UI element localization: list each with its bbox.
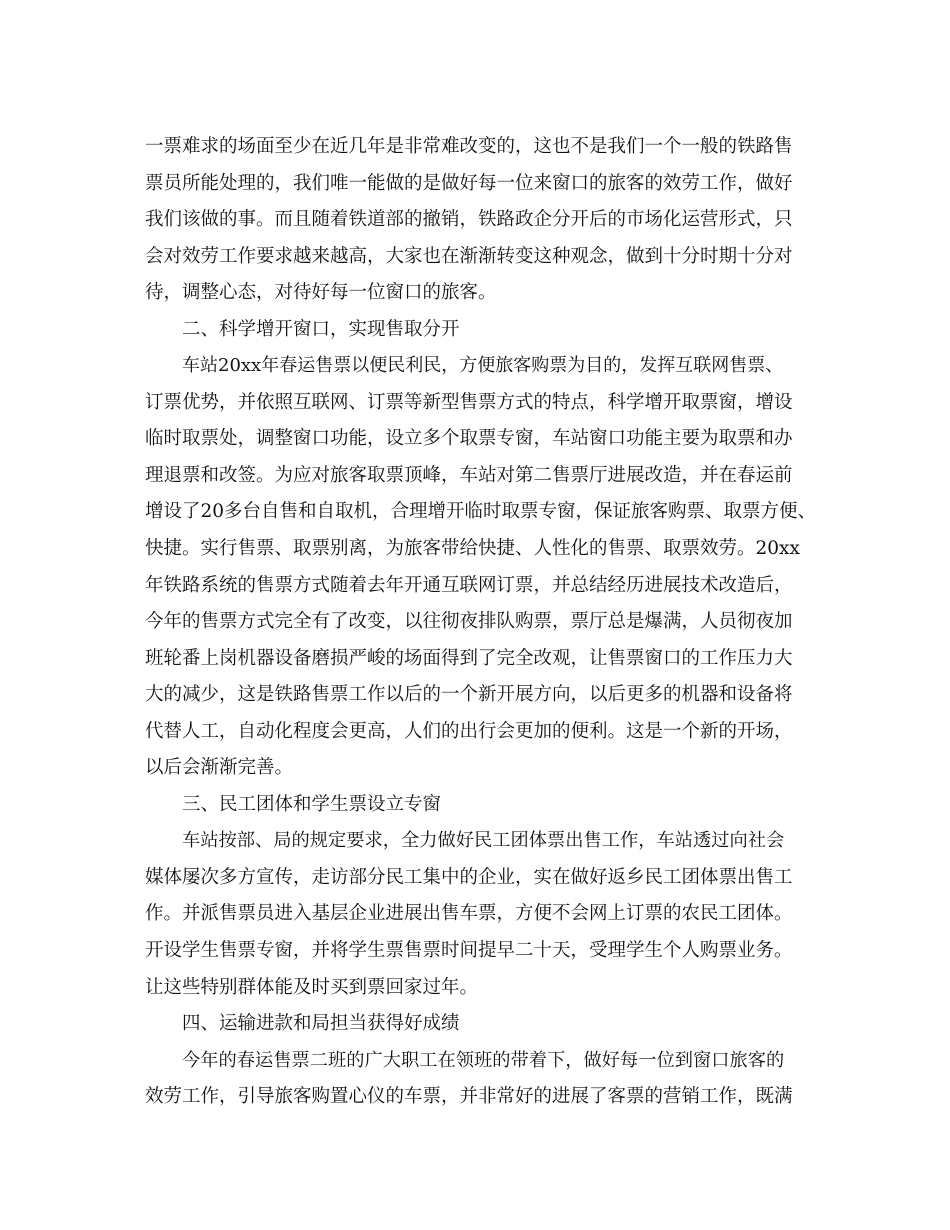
text-line: 今年的售票方式完全有了改变，以往彻夜排队购票，票厅总是爆满，人员彻夜加 [145, 611, 793, 633]
text-line: 临时取票处，调整窗口功能，设立多个取票专窗，车站窗口功能主要为取票和办 [145, 428, 793, 450]
text-line: 订票优势，并依照互联网、订票等新型售票方式的特点，科学增开取票窗，增设 [145, 391, 793, 413]
section-heading: 三、民工团体和学生票设立专窗 [182, 793, 442, 815]
text-line: 开设学生售票专窗，并将学生票售票时间提早二十天，受理学生个人购票业务。 [145, 940, 793, 962]
text-line: 效劳工作，引导旅客购置心仪的车票，并非常好的进展了客票的营销工作，既满 [145, 1086, 793, 1108]
text-line: 票员所能处理的，我们唯一能做的是做好每一位来窗口的旅客的效劳工作，做好 [145, 172, 793, 194]
text-line: 作。并派售票员进入基层企业进展出售车票，方便不会网上订票的农民工团体。 [145, 903, 793, 925]
text-line: 车站按部、局的规定要求，全力做好民工团体票出售工作，车站透过向社会 [182, 830, 785, 852]
text-line: 年铁路系统的售票方式随着去年开通互联网订票，并总结经历进展技术改造后， [145, 574, 793, 596]
document-body [145, 129, 825, 1116]
text-line: 让这些特别群体能及时买到票回家过年。 [145, 976, 479, 998]
text-line: 增设了20多台自售和自取机，合理增开临时取票专窗，保证旅客购票、取票方便、 [145, 501, 817, 523]
text-line: 代替人工，自动化程度会更高，人们的出行会更加的便利。这是一个新的开场， [145, 720, 793, 742]
text-line: 班轮番上岗机器设备磨损严峻的场面得到了完全改观，让售票窗口的工作压力大 [145, 647, 793, 669]
text-line: 大的减少，这是铁路售票工作以后的一个新开展方向，以后更多的机器和设备将 [145, 684, 793, 706]
section-heading: 二、科学增开窗口，实现售取分开 [182, 318, 460, 340]
text-line: 快捷。实行售票、取票别离，为旅客带给快捷、人性化的售票、取票效劳。20xx [145, 538, 800, 560]
text-line: 我们该做的事。而且随着铁道部的撤销，铁路政企分开后的市场化运营形式，只 [145, 209, 793, 231]
section-heading: 四、运输进款和局担当获得好成绩 [182, 1013, 460, 1035]
text-line: 以后会渐渐完善。 [145, 757, 294, 779]
text-line: 媒体屡次多方宣传，走访部分民工集中的企业，实在做好返乡民工团体票出售工 [145, 866, 793, 888]
text-line: 会对效劳工作要求越来越高，大家也在渐渐转变这种观念，做到十分时期十分对 [145, 245, 793, 267]
text-line: 一票难求的场面至少在近几年是非常难改变的，这也不是我们一个一般的铁路售 [145, 136, 793, 157]
text-line: 今年的春运售票二班的广大职工在领班的带着下，做好每一位到窗口旅客的 [182, 1049, 785, 1071]
text-line: 待，调整心态，对待好每一位窗口的旅客。 [145, 282, 497, 304]
text-line: 理退票和改签。为应对旅客取票顶峰，车站对第二售票厅进展改造，并在春运前 [145, 464, 793, 486]
text-line: 车站20xx年春运售票以便民利民，方便旅客购票为目的，发挥互联网售票、 [182, 355, 784, 377]
